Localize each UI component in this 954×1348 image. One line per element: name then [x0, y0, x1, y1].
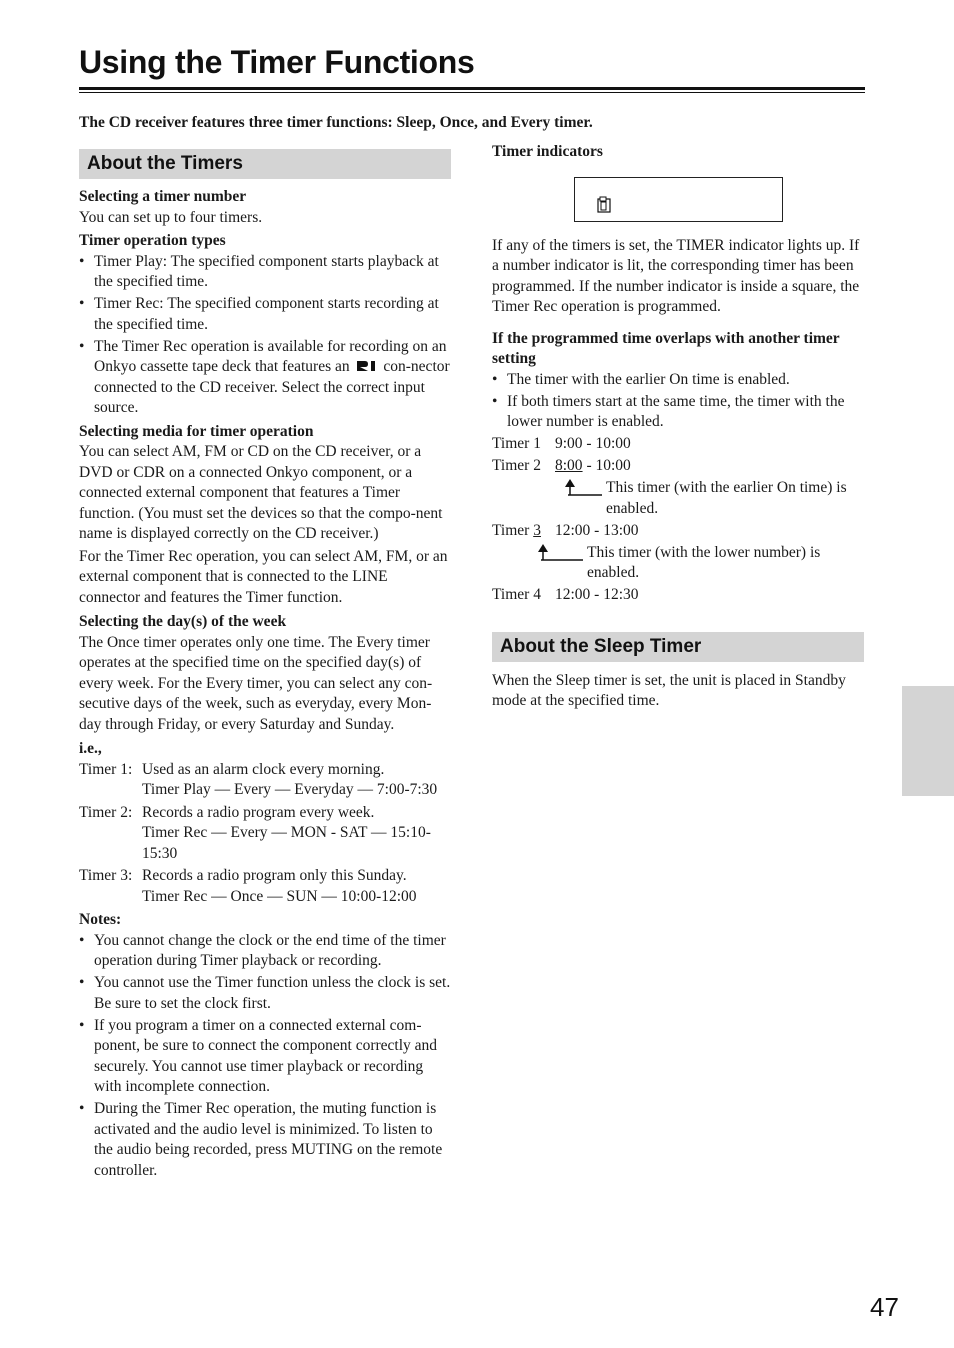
subheading-timer-indicators: Timer indicators [492, 143, 603, 160]
right-column [492, 142, 864, 712]
overlap-note-text: This timer (with the earlier On time) is enabled. [606, 479, 847, 517]
title-rule-thick [79, 87, 865, 90]
example-line2: Timer Rec — Once — SUN — 10:00-12:00 [142, 887, 417, 905]
bullet-icon: • [79, 974, 85, 991]
notes-heading: Notes: [79, 911, 122, 928]
ie-label: i.e., [79, 740, 102, 757]
example-line2: Timer Play — Every — Everyday — 7:00-7:30 [142, 781, 438, 798]
example-line1: Used as an alarm clock every morning. [142, 760, 385, 778]
overlap-list [492, 370, 864, 433]
list-item: • You cannot use the Timer function unless the clock is set. Be sure to set the clock first. [79, 974, 451, 1012]
overlap-note-2 [492, 543, 864, 584]
ri-logo-icon [356, 360, 378, 372]
bullet-icon: • [79, 337, 85, 355]
sleep-text: When the Sleep timer is set, the unit is placed in Standby mode at the specified time. [492, 671, 846, 709]
example-item [79, 760, 451, 801]
example-list [79, 760, 451, 908]
bullet-icon: • [79, 1016, 85, 1034]
list-item: • During the Timer Rec operation, the muting function is activated and the audio level is minimized. To listen to the audio being recorded, press MUTING on the remote controller. [79, 1100, 443, 1179]
example-label: Timer 3: [79, 867, 133, 884]
list-item: • If both timers start at the same time, the timer with the lower number is enabled. [492, 392, 845, 430]
example-line1: Records a radio program every week. [142, 803, 375, 821]
list-item: • Timer Rec: The specified component starts recording at the specified time. [79, 295, 439, 333]
timer-label: Timer 1 [492, 435, 541, 452]
list-item: • You cannot change the clock or the end time of the timer operation during Timer playback or recording. [79, 931, 446, 969]
section-heading-sleep-timer: About the Sleep Timer [492, 632, 864, 662]
page-number: 47 [870, 1292, 899, 1322]
arrow-up-icon [492, 478, 606, 498]
days-text: The Once timer operates only one time. The Every timer operates at the specified time on the specified day(s) of every week. For the Every timer, you can select any con-secutive days of the week, such as everyday, every Mon-day through Friday, or every Saturday and Sunday. [79, 633, 433, 733]
bullet-icon: • [79, 931, 85, 949]
subheading-overlap: If the programmed time overlaps with another timer setting [492, 329, 840, 367]
left-column [79, 149, 451, 1183]
timer-time: 9:00 - 10:00 [555, 435, 631, 452]
timer-example-4 [492, 585, 864, 606]
timer-example-1 [492, 434, 864, 455]
list-item: • The Timer Rec operation is available for recording on an Onkyo cassette tape deck that features an con-nector connected to the CD receiver. Select the correct input source. [79, 337, 450, 416]
bullet-icon: • [492, 370, 498, 388]
timer-number-underlined: 3 [533, 521, 541, 539]
bullet-icon: • [492, 392, 498, 410]
section-heading-about-timers: About the Timers [79, 149, 451, 179]
list-item: • If you program a timer on a connected external com-ponent, be sure to connect the component correctly and securely. You cannot use timer playback or recording with incomplete connection. [79, 1016, 438, 1095]
timer-time: 12:00 - 13:00 [555, 521, 639, 539]
timer-example-2 [492, 456, 864, 477]
title-rule-thin [79, 92, 865, 93]
example-label: Timer 2: [79, 803, 133, 821]
subheading-days: Selecting the day(s) of the week [79, 613, 287, 630]
selecting-number-text: You can set up to four timers. [79, 208, 263, 226]
side-tab-marker [902, 686, 954, 796]
timer-time: 12:00 - 12:30 [555, 586, 639, 603]
bullet-icon: • [79, 295, 85, 312]
notes-list [79, 931, 451, 1182]
subheading-selecting-number: Selecting a timer number [79, 188, 247, 205]
example-item [79, 803, 451, 865]
example-label: Timer 1: [79, 760, 133, 778]
overlap-note-text: This timer (with the lower number) is enabled. [587, 543, 821, 581]
timer-indicator-display [574, 177, 783, 222]
bullet-icon: • [79, 252, 85, 270]
media-text-2: For the Timer Rec operation, you can select AM, FM, or an external component that is connected to the LINE connector and features the Timer function. [79, 547, 448, 606]
timer-display-icon [597, 196, 612, 214]
arrow-up-icon [492, 543, 587, 563]
list-item: • Timer Play: The specified component starts playback at the specified time. [79, 252, 439, 290]
indicators-text: If any of the timers is set, the TIMER indicator lights up. If a number indicator is lit, the corresponding timer has been programmed. If the number indicator is inside a square, the Timer Rec operation is programmed. [492, 236, 860, 315]
timer-label: Timer 2 [492, 457, 541, 474]
timer-example-3 [492, 521, 864, 542]
example-line2: Timer Rec — Every — MON - SAT — 15:10-15:30 [142, 824, 431, 862]
timer-start-underlined: 8:00 [555, 457, 583, 474]
operation-types-list [79, 252, 451, 419]
subheading-media: Selecting media for timer operation [79, 422, 314, 440]
intro-text: The CD receiver features three timer functions: Sleep, Once, and Every timer. [79, 114, 593, 131]
page-title: Using the Timer Functions [79, 44, 475, 80]
overlap-note-1 [492, 478, 864, 519]
subheading-operation-types: Timer operation types [79, 232, 226, 249]
example-item [79, 866, 451, 907]
bullet-icon: • [79, 1100, 85, 1117]
list-item: • The timer with the earlier On time is enabled. [492, 370, 864, 391]
timer-time-rest: - 10:00 [582, 457, 631, 474]
timer-label-prefix: Timer [492, 521, 534, 539]
timer-label: Timer 4 [492, 586, 541, 603]
example-line1: Records a radio program only this Sunday. [142, 867, 407, 884]
media-text-1: You can select AM, FM or CD on the CD receiver, or a DVD or CDR on a connected Onkyo component, or a connected external component that features a Timer function. (You must set the devices so that the compo-nent name is displayed correctly on the CD receiver.) [79, 443, 443, 542]
